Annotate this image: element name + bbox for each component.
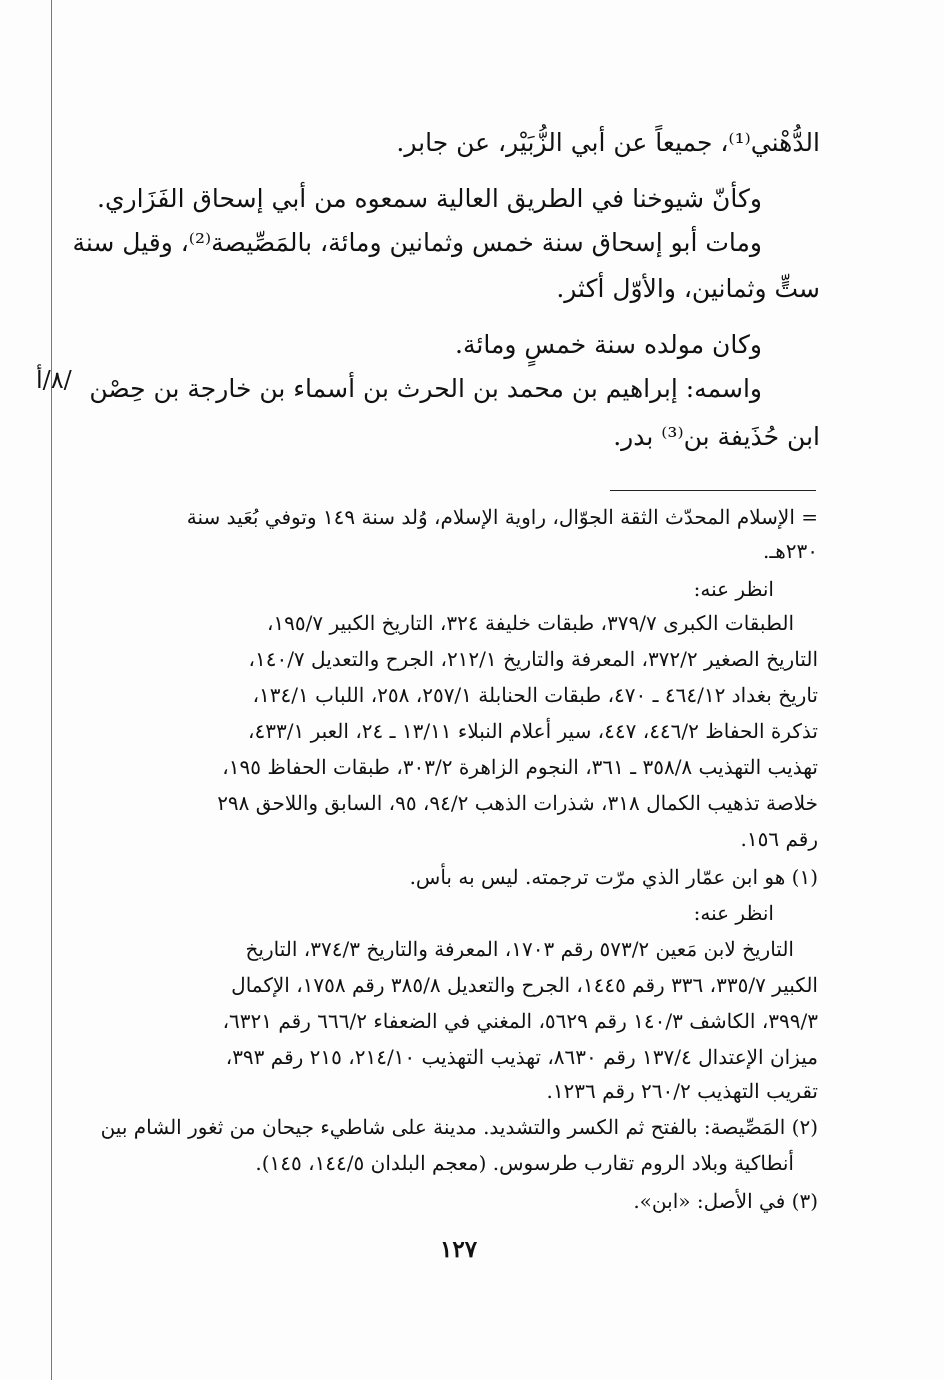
footnote-2: (٢) المَصِّيصة: بالفتح ثم الكسر والتشديد. مدينة على شاطيء جيحان من ثغور الشام بين bbox=[100, 1115, 818, 1139]
manuscript-folio-marker: /٨/أ bbox=[36, 366, 72, 394]
footnote-line: تهذيب التهذيب ٣٥٨/٨ ـ ٣٦١، النجوم الزاهرة ٣٠٣/٢، طبقات الحفاظ ١٩٥، bbox=[222, 755, 818, 779]
footnote-line: التاريخ لابن مَعين ٥٧٣/٢ رقم ١٧٠٣، المعرفة والتاريخ ٣٧٤/٣، التاريخ bbox=[245, 937, 794, 961]
footnote-line: الكبير ٣٣٥/٧، ٣٣٦ رقم ١٤٤٥، الجرح والتعديل ٣٨٥/٨ رقم ١٧٥٨، الإكمال bbox=[231, 973, 818, 997]
footnote-line: تذكرة الحفاظ ٤٤٦/٢، ٤٤٧، سير أعلام النبلاء ١٣/١١ ـ ٢٤، العبر ٤٣٣/١، bbox=[248, 719, 818, 743]
page-number: ١٢٧ bbox=[440, 1236, 478, 1263]
binding-edge-line bbox=[51, 0, 52, 1380]
main-line: ومات أبو إسحاق سنة خمس وثمانين ومائة، بالمَصِّيصة⁽²⁾، وقيل سنة bbox=[72, 228, 762, 257]
footnote-separator bbox=[610, 490, 816, 491]
footnote-line: ٣٩٩/٣، الكاشف ١٤٠/٣ رقم ٥٦٢٩، المغني في الضعفاء ٦٦٦/٢ رقم ٦٣٢١، bbox=[222, 1009, 818, 1033]
footnote-1: (١) هو ابن عمّار الذي مرّت ترجمته. ليس به بأس. bbox=[409, 865, 818, 889]
footnote-line: = الإسلام المحدّث الثقة الجوّال، راوية الإسلام، وُلد سنة ١٤٩ وتوفي بُعَيد سنة bbox=[186, 505, 818, 529]
main-line: وكأنّ شيوخنا في الطريق العالية سمعوه من أبي إسحاق الفَزَاري. bbox=[97, 184, 762, 213]
main-line: واسمه: إبراهيم بن محمد بن الحرث بن أسماء بن خارجة بن حِصْن bbox=[89, 374, 762, 403]
footnote-line: رقم ١٥٦. bbox=[740, 827, 818, 851]
main-line: ستٍّ وثمانين، والأوّل أكثر. bbox=[556, 274, 820, 303]
footnote-line: أنطاكية وبلاد الروم تقارب طرسوس. (معجم البلدان ١٤٤/٥، ١٤٥). bbox=[255, 1151, 794, 1175]
footnote-line: انظر عنه: bbox=[693, 577, 774, 601]
footnote-line: تاريخ بغداد ٤٦٤/١٢ ـ ٤٧٠، طبقات الحنابلة ٢٥٧/١، ٢٥٨، اللباب ١٣٤/١، bbox=[252, 683, 818, 707]
footnote-line: التاريخ الصغير ٣٧٢/٢، المعرفة والتاريخ ٢١٢/١، الجرح والتعديل ١٤٠/٧، bbox=[248, 647, 818, 671]
footnote-line: انظر عنه: bbox=[693, 901, 774, 925]
footnote-line: تقريب التهذيب ٢٦٠/٢ رقم ١٢٣٦. bbox=[546, 1079, 818, 1103]
footnote-line: ميزان الإعتدال ١٣٧/٤ رقم ٨٦٣٠، تهذيب التهذيب ٢١٤/١٠، ٢١٥ رقم ٣٩٣، bbox=[225, 1045, 818, 1069]
footnote-line: الطبقات الكبرى ٣٧٩/٧، طبقات خليفة ٣٢٤، التاريخ الكبير ١٩٥/٧، bbox=[266, 611, 794, 635]
main-line: الدُّهْني⁽¹⁾، جميعاً عن أبي الزُّبَيْر، عن جابر. bbox=[396, 128, 820, 157]
footnote-line: خلاصة تذهيب الكمال ٣١٨، شذرات الذهب ٩٤/٢، ٩٥، السابق واللاحق ٢٩٨ bbox=[217, 791, 818, 815]
footnote-3: (٣) في الأصل: «ابن». bbox=[633, 1189, 818, 1213]
footnote-line: ٢٣٠هـ. bbox=[763, 539, 818, 563]
main-line: ابن حُذَيفة بن⁽³⁾ بدر. bbox=[613, 422, 820, 451]
main-line: وكان مولده سنة خمسٍ ومائة. bbox=[455, 330, 762, 359]
